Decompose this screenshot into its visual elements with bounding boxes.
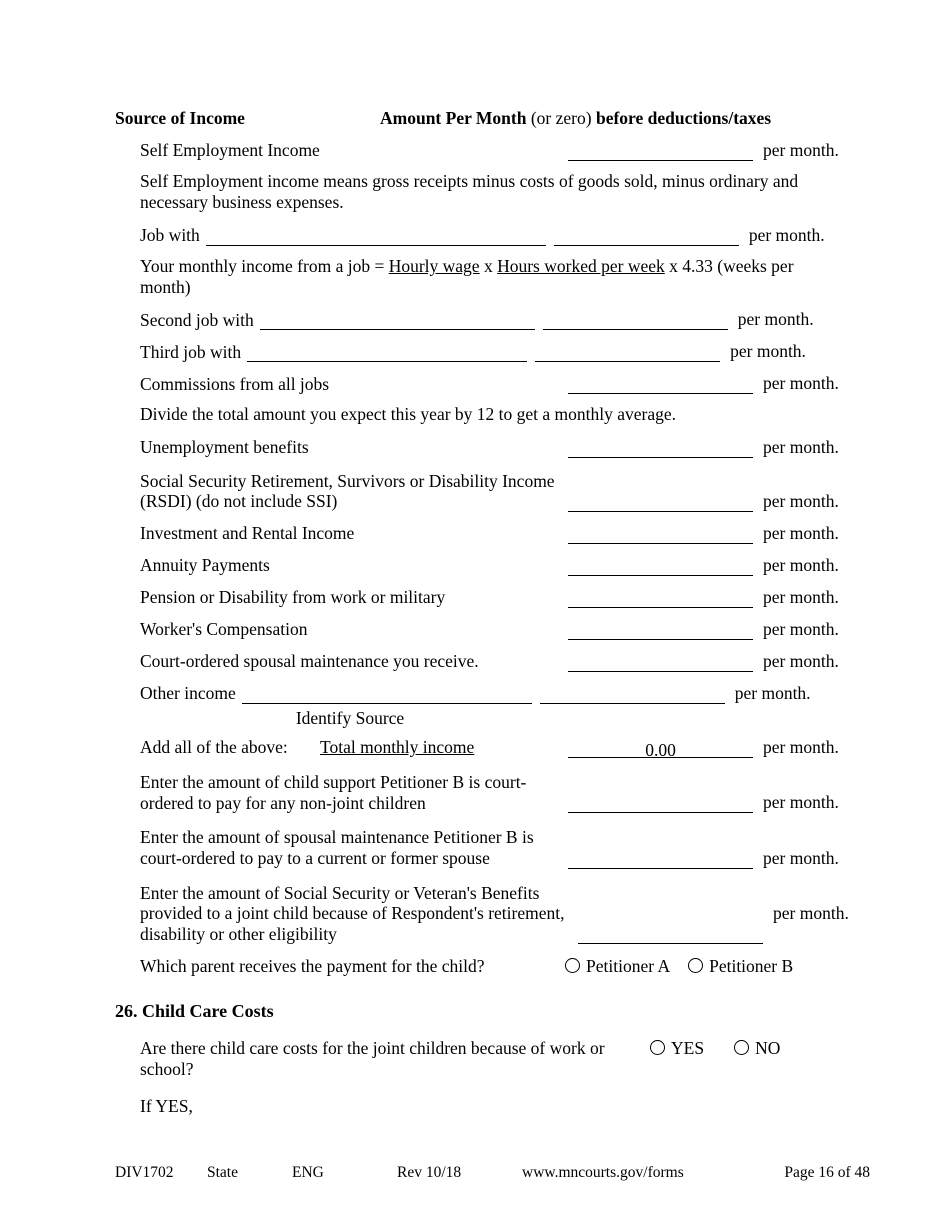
row-pension-disability [115,587,839,608]
row-spousal-maintenance-received [115,651,839,672]
per-month-label: per month. [734,683,811,703]
table-header [115,108,835,129]
note-job-formula-pre: Your monthly income from a job = [140,255,389,276]
footer-revision: Rev 10/18 [397,1164,462,1181]
row-which-parent [115,956,835,977]
label-commissions: Commissions from all jobs [140,373,330,394]
radio-label-petitioner-b: Petitioner B [709,956,794,977]
note-hours-worked: Hours worked per week [497,255,665,276]
per-month-label: per month. [763,140,839,160]
row-workers-compensation [115,619,839,640]
input-commissions-amount[interactable] [568,376,753,394]
row-commissions [115,373,839,394]
input-second-job-employer[interactable] [260,312,535,330]
footer-form-id: DIV1702 [115,1164,174,1181]
per-month-label: per month. [763,619,839,639]
page-footer [115,1164,870,1182]
row-annuity [115,555,839,576]
row-third-job [115,341,835,362]
input-rsdi-amount[interactable] [568,494,753,512]
label-total-monthly-income: Total monthly income [320,737,475,758]
column-header-amount [380,108,771,129]
note-job-formula [115,256,835,299]
input-job-with-employer[interactable] [206,228,546,246]
label-other-income: Other income [140,683,236,704]
radio-icon[interactable] [688,958,703,973]
per-month-label: per month. [763,523,839,543]
radio-option-petitioner-a[interactable] [565,956,670,977]
note-hourly-wage: Hourly wage [388,255,480,276]
note-job-formula-mid: x [479,255,498,276]
row-second-job [115,309,835,330]
per-month-label: per month. [763,737,839,757]
label-child-support-nonjoint: Enter the amount of child support Petitioner B is court-ordered to pay for any non-joint children [140,772,527,813]
row-rsdi [115,470,839,512]
per-month-label: per month. [763,436,839,457]
caption-identify-source: Identify Source [295,708,405,728]
label-unemployment: Unemployment benefits [140,437,309,458]
input-unemployment-amount[interactable] [568,440,753,458]
footer-state: State [207,1164,238,1181]
per-month-label: per month. [763,587,839,607]
input-pension-disability-amount[interactable] [568,590,753,608]
row-child-support-nonjoint [115,772,839,813]
footer-website: www.mncourts.gov/forms [522,1164,684,1181]
per-month-label: per month. [763,491,839,511]
input-child-support-nonjoint-amount[interactable] [568,795,753,813]
input-ss-veterans-benefits-amount[interactable] [578,926,763,944]
row-unemployment [115,436,839,458]
label-job-with: Job with [140,225,200,246]
row-self-employment-income [115,140,839,161]
footer-language: ENG [292,1164,324,1181]
note-commissions: Divide the total amount you expect this year by 12 to get a monthly average. [140,404,677,425]
label-spousal-maintenance-received: Court-ordered spousal maintenance you receive. [140,651,479,672]
per-month-label: per month. [763,555,839,575]
column-header-source: Source of Income [115,108,245,128]
note-self-employment: Self Employment income means gross receipts minus costs of goods sold, minus ordinary and necessary business expenses. [140,171,799,213]
input-spousal-maintenance-received-amount[interactable] [568,654,753,672]
input-third-job-amount[interactable] [535,344,720,362]
footer-page-number: Page 16 of 48 [784,1164,870,1181]
radio-label-yes: YES [671,1038,705,1059]
row-total-monthly-income [115,737,839,760]
per-month-label: per month. [763,847,839,868]
row-job-with [115,225,835,246]
label-second-job: Second job with [140,309,254,330]
per-month-label: per month. [763,792,839,813]
radio-option-yes[interactable] [650,1038,704,1059]
column-header-amount-bold: Amount Per Month [380,108,527,128]
input-workers-compensation-amount[interactable] [568,622,753,640]
label-add-all-above: Add all of the above: [140,737,288,758]
row-investment-rental [115,523,839,544]
row-spousal-maintenance-paid [115,827,839,868]
column-header-amount-bold-2: before deductions/taxes [595,108,772,128]
per-month-label: per month. [737,309,814,330]
row-ss-veterans-benefits [115,882,849,945]
input-spousal-maintenance-paid-amount[interactable] [568,851,753,869]
note-job-formula-post: x 4.33 (weeks per month) [140,255,794,298]
label-child-care-question: Are there child care costs for the joint children because of work or school? [140,1038,605,1080]
label-investment-rental: Investment and Rental Income [140,523,355,544]
radio-icon[interactable] [650,1040,665,1055]
radio-label-no: NO [755,1038,781,1059]
input-job-with-amount[interactable] [554,228,739,246]
label-annuity: Annuity Payments [140,555,270,576]
column-header-amount-plain: (or zero) [526,108,596,128]
radio-option-no[interactable] [734,1038,780,1059]
radio-option-petitioner-b[interactable] [688,956,793,977]
per-month-label: per month. [763,373,839,394]
row-child-care-question [115,1038,835,1079]
label-workers-compensation: Worker's Compensation [140,619,308,640]
per-month-label: per month. [730,341,806,362]
input-second-job-amount[interactable] [543,312,728,330]
input-other-income-amount[interactable] [540,686,725,704]
section-heading-child-care-costs: 26. Child Care Costs [115,1001,274,1022]
row-other-income [115,683,835,704]
label-rsdi: Social Security Retirement, Survivors or Disability Income (RSDI) (do not include SSI) [140,470,555,512]
input-third-job-employer[interactable] [247,344,527,362]
label-ss-veterans-benefits: Enter the amount of Social Security or Veteran's Benefits provided to a joint child because of Respondent's retirement, disability or other eligibility [140,882,565,944]
label-third-job: Third job with [140,341,242,362]
per-month-label: per month. [748,224,825,245]
input-self-employment-income[interactable] [568,143,753,161]
label-if-yes: If YES, [140,1095,193,1116]
per-month-label: per month. [773,903,849,924]
per-month-label: per month. [763,651,839,671]
input-other-income-source[interactable] [242,686,532,704]
label-which-parent: Which parent receives the payment for the child? [140,956,485,977]
radio-label-petitioner-a: Petitioner A [586,956,671,977]
label-spousal-maintenance-paid: Enter the amount of spousal maintenance Petitioner B is court-ordered to pay to a current or former spouse [140,827,534,868]
input-total-monthly-income[interactable]: 0.00 [568,740,753,758]
radio-icon[interactable] [565,958,580,973]
input-investment-rental-amount[interactable] [568,526,753,544]
label-self-employment-income: Self Employment Income [140,140,320,161]
label-pension-disability: Pension or Disability from work or military [140,587,446,608]
input-annuity-amount[interactable] [568,558,753,576]
radio-icon[interactable] [734,1040,749,1055]
